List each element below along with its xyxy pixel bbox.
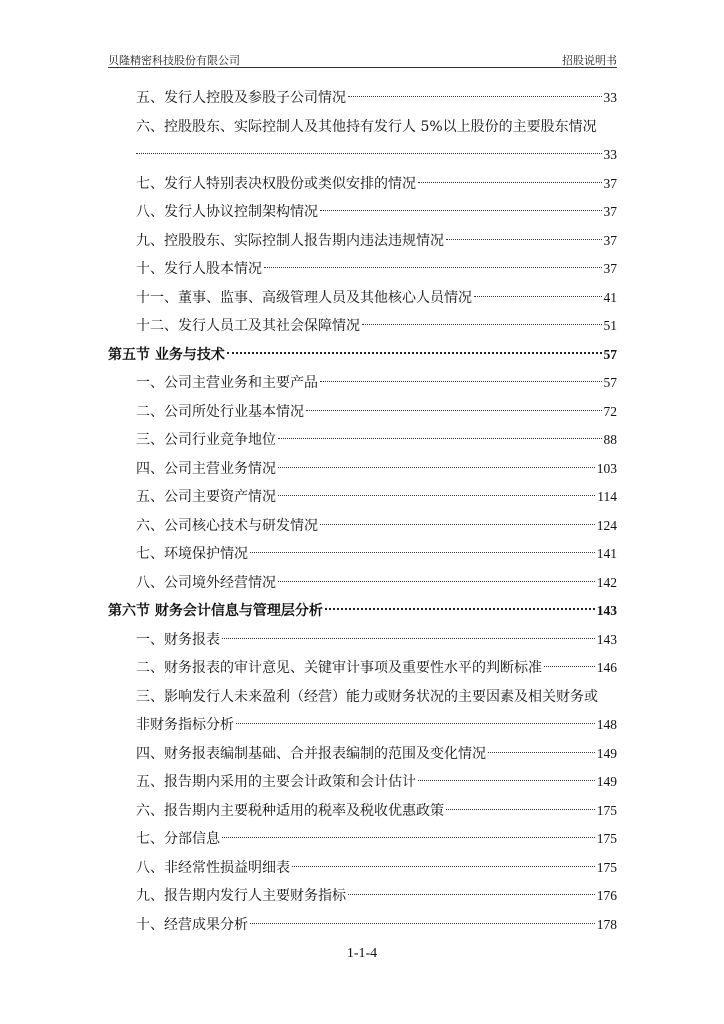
toc-page-number: 41: [603, 289, 617, 305]
toc-page-number: 176: [596, 888, 617, 903]
dot-leader: [250, 552, 595, 553]
toc-section-heading[interactable]: [108, 341, 617, 370]
toc-entry-title: 三、影响发行人未来盈利（经营）能力或财务状况的主要因素及相关财务或: [136, 688, 598, 705]
toc-entry[interactable]: [108, 740, 617, 769]
toc-page-number: 33: [603, 90, 617, 105]
dot-leader: [348, 96, 602, 97]
dot-leader: [278, 467, 595, 468]
toc-entry[interactable]: [108, 227, 617, 256]
toc-section-heading[interactable]: [108, 597, 617, 626]
toc-entry-title: 九、报告期内发行人主要财务指标: [136, 888, 346, 904]
dot-leader: [418, 182, 602, 183]
toc-page-number: 37: [603, 261, 617, 276]
toc-entry[interactable]: [108, 426, 617, 455]
dot-leader: [544, 666, 595, 667]
toc-entry[interactable]: [108, 854, 617, 883]
dot-leader: [222, 638, 595, 639]
toc-entry[interactable]: [108, 797, 617, 826]
toc-entry-title: 七、分部信息: [136, 831, 220, 847]
dot-leader: [264, 267, 602, 268]
header-company-name: 贝隆精密科技股份有限公司: [108, 54, 240, 67]
toc-page-number: 88: [603, 432, 617, 447]
toc-entry-title: 五、公司主要资产情况: [136, 489, 276, 505]
page-number: 1-1-4: [346, 946, 378, 961]
toc-page-number: 175: [596, 859, 617, 875]
dot-leader: [136, 153, 602, 154]
toc-entry-title: 四、财务报表编制基础、合并报表编制的范围及变化情况: [136, 745, 486, 762]
toc-entry[interactable]: [108, 911, 617, 940]
dot-leader: [446, 809, 595, 810]
toc-entry-title: 五、报告期内采用的主要会计政策和会计估计: [136, 774, 416, 790]
toc-entry-title: 六、报告期内主要税种适用的税率及税收优惠政策: [136, 802, 444, 819]
toc-entry-title: 五、发行人控股及参股子公司情况: [136, 90, 346, 106]
toc-entry[interactable]: [108, 483, 617, 512]
dot-leader: [292, 866, 595, 867]
toc-entry[interactable]: [108, 255, 617, 284]
toc-page-number: 114: [597, 489, 617, 504]
page-header: [108, 50, 617, 68]
toc-entry[interactable]: [108, 398, 617, 427]
toc-entry-title: 十、发行人股本情况: [136, 261, 262, 277]
dot-leader: [418, 780, 595, 781]
header-divider: [108, 67, 617, 68]
toc-entry-title: 九、控股股东、实际控制人报告期内违法违规情况: [136, 232, 444, 249]
dot-leader: [325, 608, 595, 610]
dot-leader: [222, 837, 595, 838]
toc-entry[interactable]: [108, 170, 617, 199]
toc-entry-title: 第五节 业务与技术: [108, 346, 225, 363]
dot-leader: [362, 324, 602, 325]
toc-entry[interactable]: [108, 369, 617, 398]
dot-leader: [236, 723, 595, 724]
dot-leader: [488, 752, 595, 753]
toc-entry[interactable]: [108, 84, 617, 113]
toc-page-number: 57: [603, 346, 617, 362]
toc-entry-title: 第六节 财务会计信息与管理层分析: [108, 603, 323, 619]
dot-leader: [446, 239, 602, 240]
dot-leader: [278, 438, 602, 439]
toc-entry[interactable]: [108, 683, 617, 712]
toc-entry[interactable]: [108, 654, 617, 683]
toc-entry-title: 八、公司境外经营情况: [136, 574, 276, 591]
toc-entry[interactable]: [108, 284, 617, 313]
toc-entry-title: 七、环境保护情况: [136, 546, 248, 562]
toc-entry-title: 七、发行人特别表决权股份或类似安排的情况: [136, 175, 416, 192]
toc-entry[interactable]: [108, 711, 617, 740]
toc-entry-title: 十一、董事、监事、高级管理人员及其他核心人员情况: [136, 289, 472, 306]
toc-entry[interactable]: [108, 455, 617, 484]
toc-page-number: 148: [596, 717, 617, 732]
dot-leader: [320, 381, 602, 382]
toc-entry-title: 十二、发行人员工及其社会保障情况: [136, 318, 360, 334]
toc-page-number: 149: [596, 774, 617, 789]
dot-leader: [320, 210, 602, 211]
dot-leader: [278, 495, 595, 496]
toc-entry[interactable]: [108, 198, 617, 227]
toc-entry-title: 一、财务报表: [136, 631, 220, 648]
toc-entry[interactable]: [108, 825, 617, 854]
toc-entry-title: 八、非经常性损益明细表: [136, 859, 290, 876]
toc-page-number: 37: [603, 204, 617, 219]
toc-entry-title: 十、经营成果分析: [136, 916, 248, 933]
toc-entry[interactable]: [108, 569, 617, 598]
dot-leader: [306, 410, 602, 411]
toc-entry[interactable]: [108, 113, 617, 142]
dot-leader: [348, 894, 595, 895]
toc-entry-title: 六、控股股东、实际控制人及其他持有发行人 5%以上股份的主要股东情况: [136, 118, 597, 135]
toc-entry-title: 二、公司所处行业基本情况: [136, 403, 304, 420]
toc-entry[interactable]: [108, 768, 617, 797]
toc-page-number: 37: [603, 232, 617, 248]
toc-page-number: 143: [596, 631, 617, 647]
toc-page-number: 141: [596, 546, 617, 561]
toc-page-number: 146: [596, 660, 617, 675]
table-of-contents: [108, 84, 617, 939]
toc-page-number: 178: [596, 916, 617, 932]
toc-page-number: 175: [596, 831, 617, 846]
toc-entry-title: 四、公司主营业务情况: [136, 460, 276, 477]
toc-entry-title: 非财务指标分析: [136, 717, 234, 733]
toc-entry-title: 六、公司核心技术与研发情况: [136, 517, 318, 534]
toc-page-number: 33: [603, 147, 617, 162]
toc-entry[interactable]: [108, 626, 617, 655]
toc-page-number: 149: [596, 745, 617, 761]
toc-page-number: 124: [596, 517, 617, 533]
toc-page-number: 175: [596, 802, 617, 818]
toc-entry-title: 一、公司主营业务和主要产品: [136, 375, 318, 391]
header-document-type: 招股说明书: [562, 54, 617, 67]
toc-page-number: 72: [603, 403, 617, 419]
toc-entry-title: 二、财务报表的审计意见、关键审计事项及重要性水平的判断标准: [136, 660, 542, 676]
toc-page-number: 103: [596, 460, 617, 476]
toc-entry[interactable]: [108, 141, 617, 170]
toc-page-number: 142: [596, 574, 617, 590]
dot-leader: [227, 352, 602, 354]
toc-entry[interactable]: [108, 540, 617, 569]
toc-entry-title: 八、发行人协议控制架构情况: [136, 204, 318, 220]
dot-leader: [278, 581, 595, 582]
toc-entry[interactable]: [108, 882, 617, 911]
toc-page-number: 51: [603, 318, 617, 333]
toc-page-number: 57: [603, 375, 617, 390]
dot-leader: [250, 923, 595, 924]
toc-page-number: 37: [603, 175, 617, 191]
toc-entry[interactable]: [108, 512, 617, 541]
dot-leader: [320, 524, 595, 525]
dot-leader: [474, 296, 602, 297]
toc-entry[interactable]: [108, 312, 617, 341]
toc-page-number: 143: [596, 603, 617, 618]
toc-entry-title: 三、公司行业竞争地位: [136, 432, 276, 448]
